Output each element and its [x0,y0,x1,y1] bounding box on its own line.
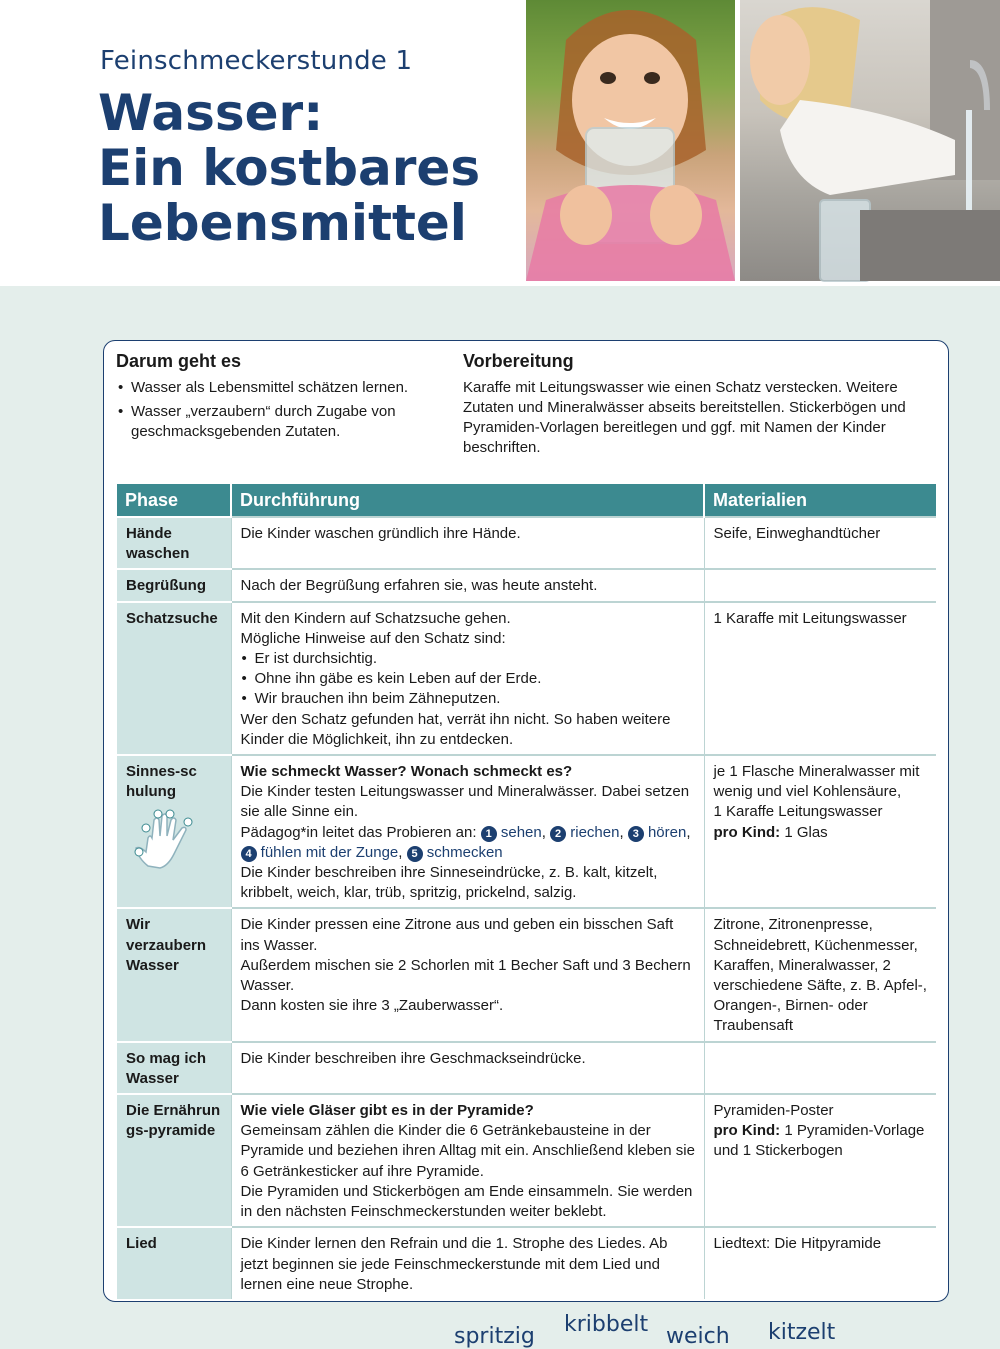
materials-text [714,1121,929,1161]
hand-senses-icon [130,808,200,872]
phase-cell: Lied [117,1227,231,1299]
table-row [117,569,936,601]
procedure-cell: Nach der Begrüßung erfahren sie, was heute ansteht. [231,569,704,601]
procedure-question: Wie viele Gläser gibt es in der Pyramide? [240,1102,534,1120]
phase-cell: So mag ich Wasser [117,1042,231,1094]
materials-cell [704,1042,936,1094]
phase-cell: Wir verzaubern Wasser [117,908,231,1041]
procedure-question: Wie schmeckt Wasser? Wonach schmeckt es? [240,763,573,781]
phase-cell: Hände waschen [117,517,231,569]
footer-word: kitzelt [768,1320,836,1345]
procedure-text: Dann kosten sie ihre 3 „Zauberwasser“. [240,997,504,1015]
footer-word-strip [0,1310,1000,1349]
senses-line: Pädagog*in leitet das Probieren an: 1 sehen, 2 riechen, 3 hören, 4 fühlen mit der Zunge, 5 schmecken [240,823,691,861]
phase-cell: Schatzsuche [117,602,231,755]
goal-item: • Wasser als Lebensmittel schätzen lernen. [116,378,446,398]
sense-fuehlen: fühlen mit der Zunge [260,843,399,861]
materials-bold: pro Kind: [713,1122,781,1140]
procedure-text: Mögliche Hinweise auf den Schatz sind: [240,629,506,647]
phase-cell [117,1094,231,1227]
phase-cell: Begrüßung [117,569,231,601]
procedure-cell [231,755,704,908]
table-row [117,602,936,755]
sense-schmecken: schmecken [426,843,503,861]
materials-cell: Liedtext: Die Hitpyramide [704,1227,936,1299]
page-title [98,86,480,251]
materials-text [714,823,929,843]
procedure-text: Die Kinder beschreiben ihre Sinneseindrücke, z. B. kalt, kitzelt, kribbelt, weich, klar, trüb, spritzig, prickelnd, salzig. [240,864,658,902]
number-badge: 5 [407,846,423,862]
number-badge: 2 [550,826,566,842]
girl-filling-glass-at-tap-photo [740,0,1000,281]
hint-bullet: • Ohne ihn gäbe es kein Leben auf der Erde. [241,669,696,689]
materials-text: 1 Pyramiden-Vorlage und 1 Stickerbogen [713,1122,925,1160]
procedure-text: Die Pyramiden und Stickerbögen am Ende einsammeln. Sie werden in den nächsten Feinschmeckerstunden weiter beklebt. [240,1182,693,1221]
table-row [117,908,936,1041]
hint-bullet: • Wir brauchen ihn beim Zähneputzen. [241,689,696,709]
materials-cell: Zitrone, Zitronenpresse, Schneidebrett, Küchenmesser, Karaffen, Mineralwasser, 2 verschiedene Säfte, z. B. Apfel-, Orangen-, Birnen- oder Traubensaft [704,908,936,1041]
title-line-3: Lebensmittel [98,194,467,252]
phase-cell [117,755,231,908]
procedure-cell [231,908,704,1041]
goal-item: • Wasser „verzaubern“ durch Zugabe von geschmacksgebenden Zutaten. [116,402,446,442]
materials-cell [704,755,936,908]
column-header-phase: Phase [117,484,231,517]
procedure-cell: Die Kinder waschen gründlich ihre Hände. [231,517,704,569]
sense-hoeren: hören [647,823,687,841]
procedure-text: Die Kinder pressen eine Zitrone aus und geben ein bisschen Saft ins Wasser. [240,916,674,954]
procedure-text: Mit den Kindern auf Schatzsuche gehen. [240,609,511,627]
prep-heading: Vorbereitung [463,351,574,371]
girl-drinking-water-photo [526,0,735,281]
footer-word: weich [666,1324,730,1349]
table-header-row [117,484,936,517]
column-header-materials: Materialien [704,484,936,517]
procedure-cell: Die Kinder lernen den Refrain und die 1. Strophe des Liedes. Ab jetzt beginnen sie jede Feinschmeckerstunde mit dem Lied und lernen eine neue Strophe. [231,1227,704,1299]
procedure-cell [231,1094,704,1227]
materials-cell: Seife, Einweghandtücher [704,517,936,569]
sense-sehen: sehen [500,823,542,841]
procedure-cell: Die Kinder beschreiben ihre Geschmackseindrücke. [231,1042,704,1094]
table-row [117,517,936,569]
procedure-text: Die Kinder testen Leitungswasser und Mineralwässer. Dabei setzen sie alle Sinne ein. [240,783,690,821]
goals-heading: Darum geht es [116,351,242,371]
phase-label: Sinnes-schulung [126,763,197,801]
hint-bullet: • Er ist durchsichtig. [241,649,696,669]
page-header [0,0,1000,286]
procedure-text: Gemeinsam zählen die Kinder die 6 Getränkebausteine in der Pyramide und beziehen ihren Alltag mit ein. Anschließend kleben sie 6 Getränkesticker auf ihre Pyramide. [240,1122,695,1180]
materials-cell: 1 Karaffe mit Leitungswasser [704,602,936,755]
title-line-1: Wasser: [98,84,324,142]
materials-cell [704,569,936,601]
procedure-text: Wer den Schatz gefunden hat, verrät ihn nicht. So haben weitere Kinder die Möglichkeit, ihn zu entdecken. [240,710,671,748]
table-row [117,1227,936,1299]
title-line-2: Ein kostbares [98,139,481,197]
materials-cell [704,1094,936,1227]
procedure-text: Pädagog*in leitet das Probieren an: [240,823,477,841]
column-header-procedure: Durchführung [231,484,704,517]
materials-text: 1 Karaffe Leitungswasser [713,803,883,821]
prep-text: Karaffe mit Leitungswasser wie einen Schatz verstecken. Weitere Zutaten und Mineralwässer abseits bereitstellen. Stickerbögen und Pyramiden-Vorlagen bereitlegen und ggf. mit Namen der Kinder beschriften. [463,379,906,456]
table-row [117,755,936,908]
number-badge: 1 [481,826,497,842]
goals-list [116,378,446,446]
phase-label: Die Ernährungs-pyramide [126,1102,221,1140]
procedure-cell [231,602,704,755]
materials-text: Pyramiden-Poster [713,1102,834,1120]
procedure-text: Außerdem mischen sie 2 Schorlen mit 1 Becher Saft und 3 Bechern Wasser. [240,956,691,995]
lesson-eyebrow: Feinschmeckerstunde 1 [100,46,413,76]
number-badge: 3 [628,826,644,842]
number-badge: 4 [241,846,257,862]
materials-bold: pro Kind: [713,823,781,841]
table-row [117,1042,936,1094]
footer-word: spritzig [454,1324,535,1349]
sense-riechen: riechen [570,823,620,841]
table-row [117,1094,936,1227]
lesson-plan-table [117,484,936,1299]
materials-text: je 1 Flasche Mineralwasser mit wenig und viel Kohlensäure, [713,763,920,801]
lesson-plan-card [103,340,949,1302]
materials-text: 1 Glas [780,823,828,841]
footer-word: kribbelt [564,1312,649,1337]
